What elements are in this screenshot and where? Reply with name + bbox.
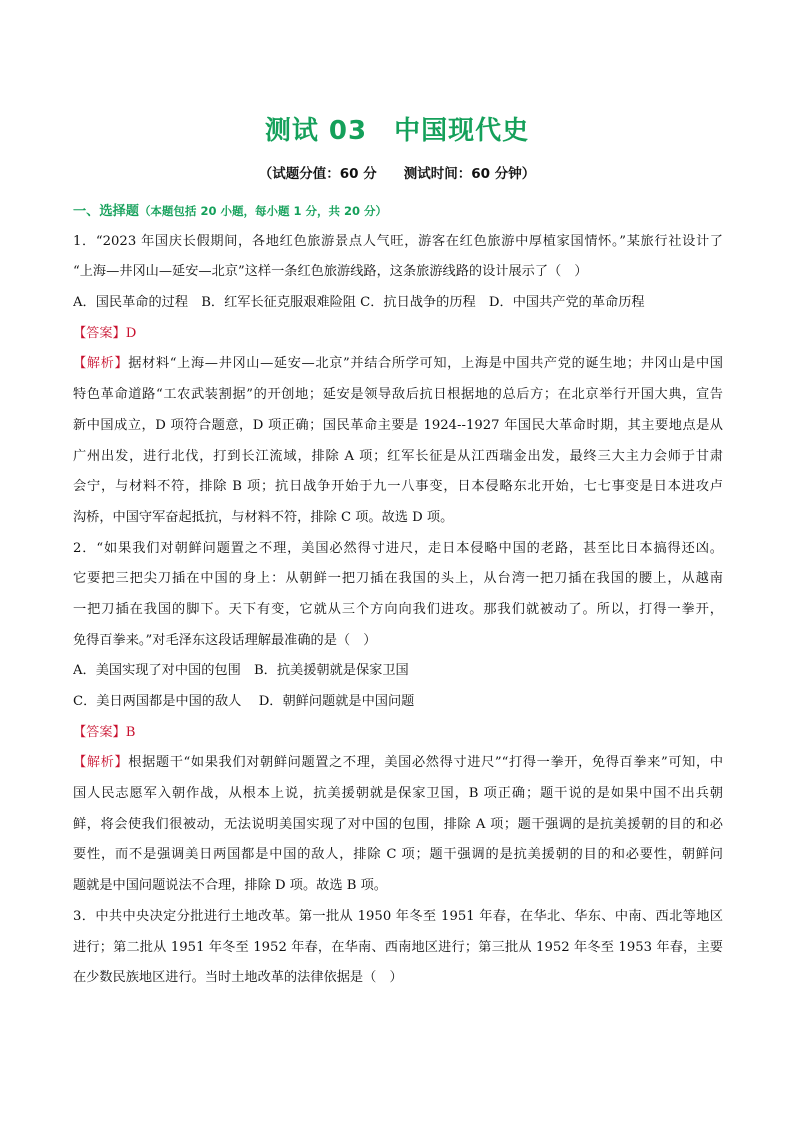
content-body <box>73 196 723 994</box>
q2-stem-line: 2．“如果我们对朝鲜问题置之不理，美国必然得寸进尺，走日本侵略中国的老路，甚至比日本搞得还凶。 <box>73 540 723 556</box>
analysis-text: 据材料“上海—井冈山—延安—北京”并结合所学可知，上海是中国共产党的诞生地；井冈山是中国 <box>128 356 723 372</box>
q1-stem-line: “上海—井冈山—延安—北京”这样一条红色旅游线路，这条旅游线路的设计展示了（ ） <box>73 264 588 280</box>
section-header <box>73 196 723 227</box>
answer-value: B <box>125 724 136 740</box>
analysis-text: 根据题干“如果我们对朝鲜问题置之不理，美国必然得寸进尺”“打得一拳开，免得百拳来”可知，中 <box>128 755 723 771</box>
q2-answer <box>73 718 723 749</box>
q1-options: A．国民革命的过程 B．红军长征克服艰难险阻 C．抗日战争的历程 D．中国共产党的革命历程 <box>73 295 645 311</box>
section-note: （本题包括 20 小题，每小题 1 分，共 20 分） <box>138 204 387 218</box>
q1-analysis-line: 特色革命道路“工农武装割据”的开创地；延安是领导敌后抗日根据地的总后方；在北京举行开国大典，宣告 <box>73 387 723 403</box>
q1-analysis-line: 沟桥，中国守军奋起抵抗，与材料不符，排除 C 项。故选 D 项。 <box>73 509 454 525</box>
analysis-label: 【解析】 <box>73 755 129 771</box>
q1-stem-line: 1．“2023 年国庆长假期间，各地红色旅游景点人气旺，游客在红色旅游中厚植家国情怀。”某旅行社设计了 <box>73 233 723 249</box>
analysis-label: 【解析】 <box>73 356 129 372</box>
q2-analysis-line: 鲜，将会使我们很被动，无法说明美国实现了对中国的包围，排除 A 项；题干强调的是抗美援朝的目的和必 <box>73 816 723 832</box>
section-heading: 一、选择题 <box>73 204 139 219</box>
q2-analysis-line: 国人民志愿军入朝作战，从根本上说，抗美援朝就是保家卫国，B 项正确；题干说的是如果中国不出兵朝 <box>73 786 723 802</box>
page-title: 测试 03 中国现代史 <box>264 116 530 146</box>
q2-options-row: C．美日两国都是中国的敌人 D．朝鲜问题就是中国问题 <box>73 694 415 709</box>
answer-label: 【答案】 <box>73 325 126 341</box>
q1-analysis-line: 广州出发，进行北伐，打到长江流域，排除 A 项；红军长征是从江西瑞金出发，最终三大主力会师于甘肃 <box>73 448 723 464</box>
q2-analysis-line: 要性，而不是强调美日两国都是中国的敌人，排除 C 项；题干强调的是抗美援朝的目的和必要性，朝鲜问 <box>73 847 723 863</box>
q2-stem-line: 免得百拳来。”对毛泽东这段话理解最准确的是（ ） <box>73 632 377 648</box>
answer-label: 【答案】 <box>73 724 126 740</box>
q2-analysis-line: 题就是中国问题说法不合理，排除 D 项。故选 B 项。 <box>73 878 387 894</box>
q2-stem-line: 一把刀插在我国的脚下。天下有变，它就从三个方向向我们进攻。那我们就被动了。所以，打得一拳开， <box>73 601 723 617</box>
answer-value: D <box>125 325 137 341</box>
q2-options-row: A．美国实现了对中国的包围 B．抗美援朝就是保家卫国 <box>73 663 409 679</box>
q3-stem-line: 3．中共中央决定分批进行土地改革。第一批从 1950 年冬至 1951 年春，在华北、华东、中南、西北等地区 <box>73 908 723 924</box>
q1-analysis-line <box>73 349 723 380</box>
q1-answer <box>73 319 723 350</box>
q1-analysis-line: 会宁，与材料不符，排除 B 项；抗日战争开始于九一八事变，日本侵略东北开始，七七事变是日本进攻卢 <box>73 479 723 495</box>
q3-stem-line: 在少数民族地区进行。当时土地改革的法律依据是（ ） <box>73 970 403 986</box>
q3-stem-line: 进行；第二批从 1951 年冬至 1952 年春，在华南、西南地区进行；第三批从 1952 年冬至 1953 年春，主要 <box>73 939 723 955</box>
q1-analysis-line: 新中国成立，D 项符合题意，D 项正确；国民革命主要是 1924--1927 年国民大革命时期，其主要地点是从 <box>73 417 723 433</box>
q2-stem-line: 它要把三把尖刀插在中国的身上：从朝鲜一把刀插在我国的头上，从台湾一把刀插在我国的腰上，从越南 <box>73 571 723 587</box>
q2-analysis-line <box>73 748 723 779</box>
page-subtitle: （试题分值：60 分 测试时间：60 分钟） <box>258 166 536 182</box>
